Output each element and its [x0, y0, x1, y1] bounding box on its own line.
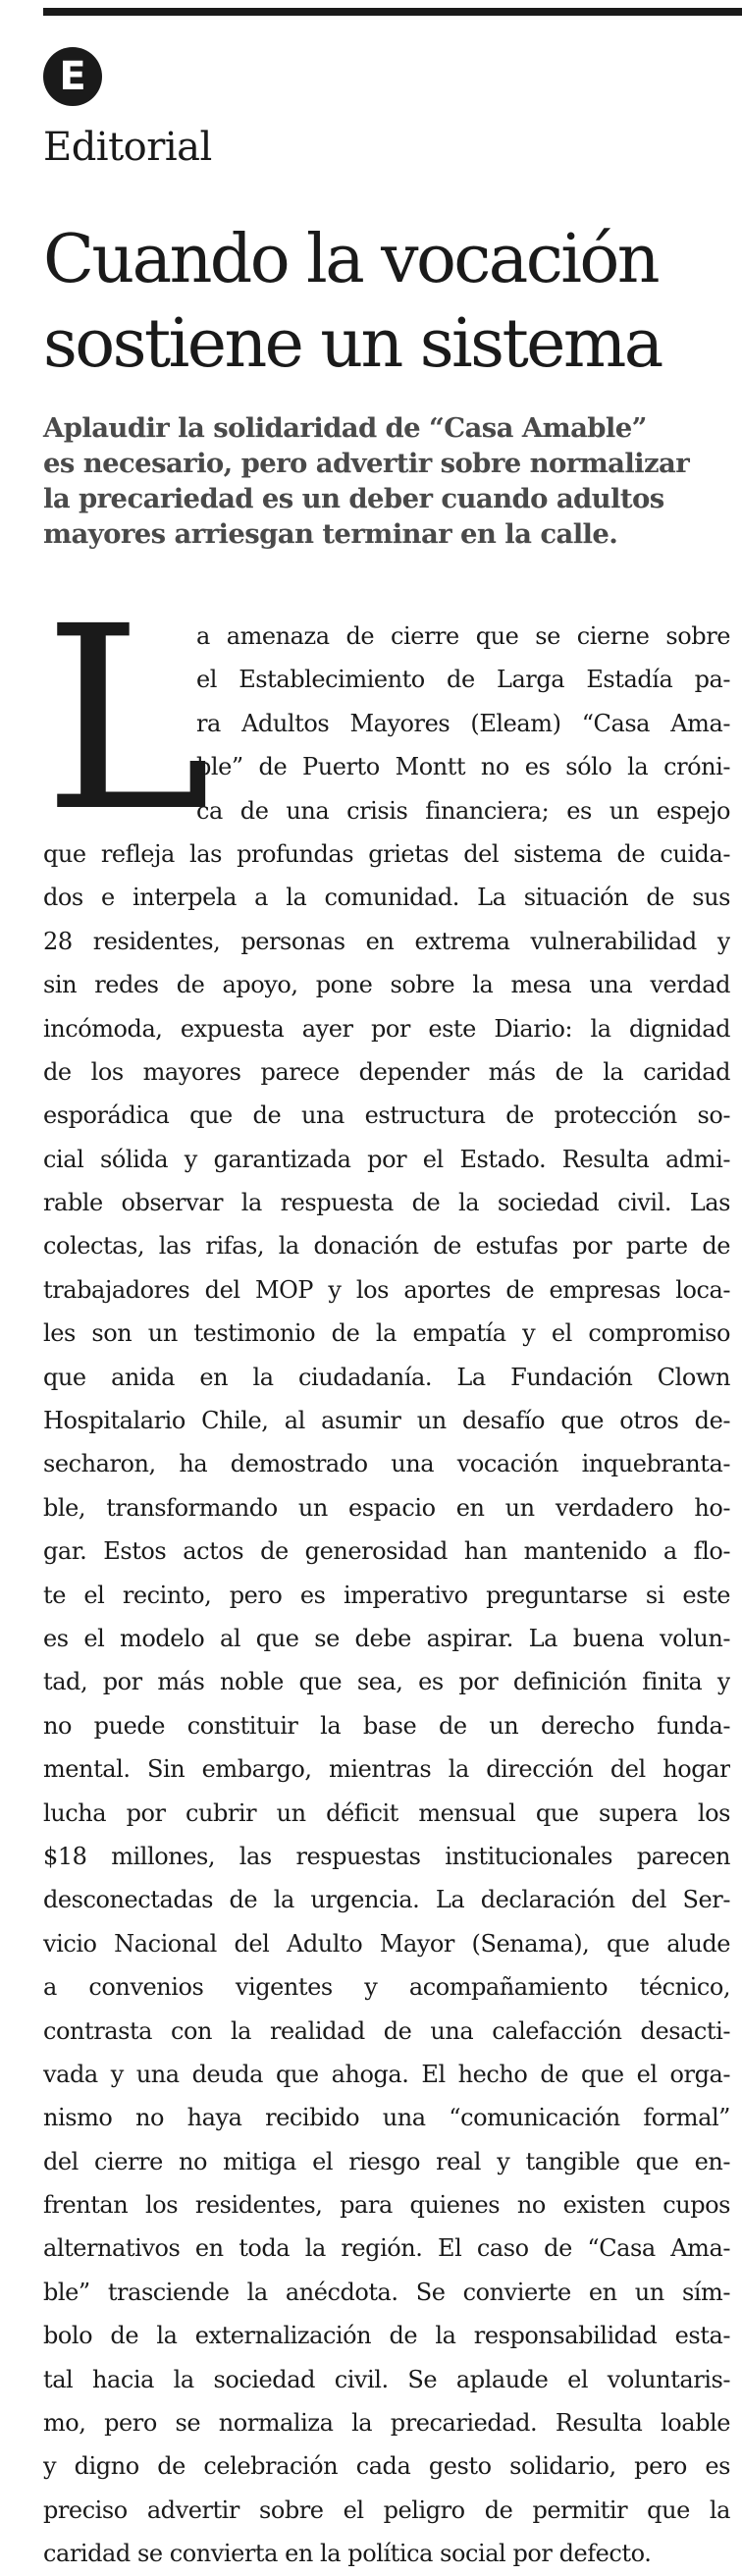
body-line: te el recinto, pero es imperativo preguntarse si este [43, 1581, 730, 1609]
section-badge: E [43, 47, 102, 106]
headline-line-2: sostiene un sistema [43, 305, 662, 383]
body-line: que anida en la ciudadanía. La Fundación Clown [43, 1363, 730, 1391]
drop-cap: L [43, 572, 212, 867]
body-line: ra Adultos Mayores (Eleam) “Casa Ama- [196, 709, 730, 737]
body-line: Hospitalario Chile, al asumir un desafío que otros de- [43, 1407, 730, 1435]
body-line: tal hacia la sociedad civil. Se aplaude el voluntaris- [43, 2365, 730, 2393]
body-line: desconectadas de la urgencia. La declaración del Ser- [43, 1886, 730, 1914]
dek-line-4: mayores arriesgan terminar en la calle. [43, 518, 618, 550]
body-line: del cierre no mitiga el riesgo real y tangible que en- [43, 2147, 730, 2175]
body-line: trabajadores del MOP y los aportes de empresas loca- [43, 1275, 730, 1304]
body-line: a amenaza de cierre que se cierne sobre [196, 622, 730, 650]
dek-line-3: la precariedad es un deber cuando adultos [43, 483, 664, 514]
body-line: es el modelo al que se debe aspirar. La buena volun- [43, 1624, 730, 1652]
body-line: les son un testimonio de la empatía y el compromiso [43, 1319, 730, 1348]
top-rule [43, 8, 742, 16]
body-line: ble, transformando un espacio en un verdadero ho- [43, 1493, 730, 1522]
body-line: de los mayores parece depender más de la caridad [43, 1057, 730, 1086]
body-line: incómoda, expuesta ayer por este Diario: la dignidad [43, 1014, 730, 1043]
body-line: mental. Sin embargo, mientras la dirección del hogar [43, 1755, 730, 1784]
body-line: esporádica que de una estructura de protección so- [43, 1101, 730, 1130]
body-line: ble” trasciende la anécdota. Se convierte en un sím- [43, 2278, 730, 2306]
section-label: Editorial [43, 125, 212, 170]
body-line: vada y una deuda que ahoga. El hecho de que el orga- [43, 2060, 730, 2088]
body-line: caridad se convierta en la política social por defecto. [43, 2540, 652, 2568]
body-line: el Establecimiento de Larga Estadía pa- [196, 666, 730, 694]
body-line: secharon, ha demostrado una vocación inquebranta- [43, 1450, 730, 1478]
body-line: contrasta con la realidad de una calefacción desacti- [43, 2016, 730, 2045]
headline-line-1: Cuando la vocación [43, 221, 658, 298]
body-line: sin redes de apoyo, pone sobre la mesa una verdad [43, 971, 730, 999]
body-line: gar. Estos actos de generosidad han mantenido a flo- [43, 1537, 730, 1566]
body-line: mo, pero se normaliza la precariedad. Resulta loable [43, 2409, 730, 2438]
body-line: a convenios vigentes y acompañamiento técnico, [43, 1973, 730, 2002]
body-line: dos e interpela a la comunidad. La situación de sus [43, 884, 730, 912]
body-line: rable observar la respuesta de la sociedad civil. Las [43, 1189, 730, 1217]
dek-line-2: es necesario, pero advertir sobre normalizar [43, 448, 690, 479]
body-line: bolo de la externalización de la responsabilidad esta- [43, 2322, 730, 2350]
body-line: alternativos en toda la región. El caso de “Casa Ama- [43, 2234, 730, 2263]
body-line: lucha por cubrir un déficit mensual que supera los [43, 1798, 730, 1827]
body-line: 28 residentes, personas en extrema vulnerabilidad y [43, 927, 730, 955]
body-line: frentan los residentes, para quienes no existen cupos [43, 2191, 730, 2220]
body-line: vicio Nacional del Adulto Mayor (Senama), que alude [43, 1929, 730, 1958]
body-line: colectas, las rifas, la donación de estufas por parte de [43, 1232, 730, 1261]
article-body [43, 572, 730, 2576]
dek-line-1: Aplaudir la solidaridad de “Casa Amable” [43, 412, 647, 444]
dek [43, 410, 736, 552]
body-line: y digno de celebración cada gesto solidario, pero es [43, 2452, 730, 2481]
body-line: no puede constituir la base de un derecho funda- [43, 1711, 730, 1740]
headline [43, 218, 736, 387]
body-line: nismo no haya recibido una “comunicación formal” [43, 2104, 730, 2132]
body-line: tad, por más noble que sea, es por definición finita y [43, 1668, 730, 1696]
body-line: ble” de Puerto Montt no es sólo la cróni- [196, 753, 730, 781]
body-line: que refleja las profundas grietas del sistema de cuida- [43, 839, 730, 868]
body-line: cial sólida y garantizada por el Estado. Resulta admi- [43, 1145, 730, 1173]
body-line: ca de una crisis financiera; es un espejo [196, 796, 730, 825]
body-line: preciso advertir sobre el peligro de permitir que la [43, 2496, 730, 2524]
body-line: $18 millones, las respuestas institucionales parecen [43, 1842, 730, 1870]
